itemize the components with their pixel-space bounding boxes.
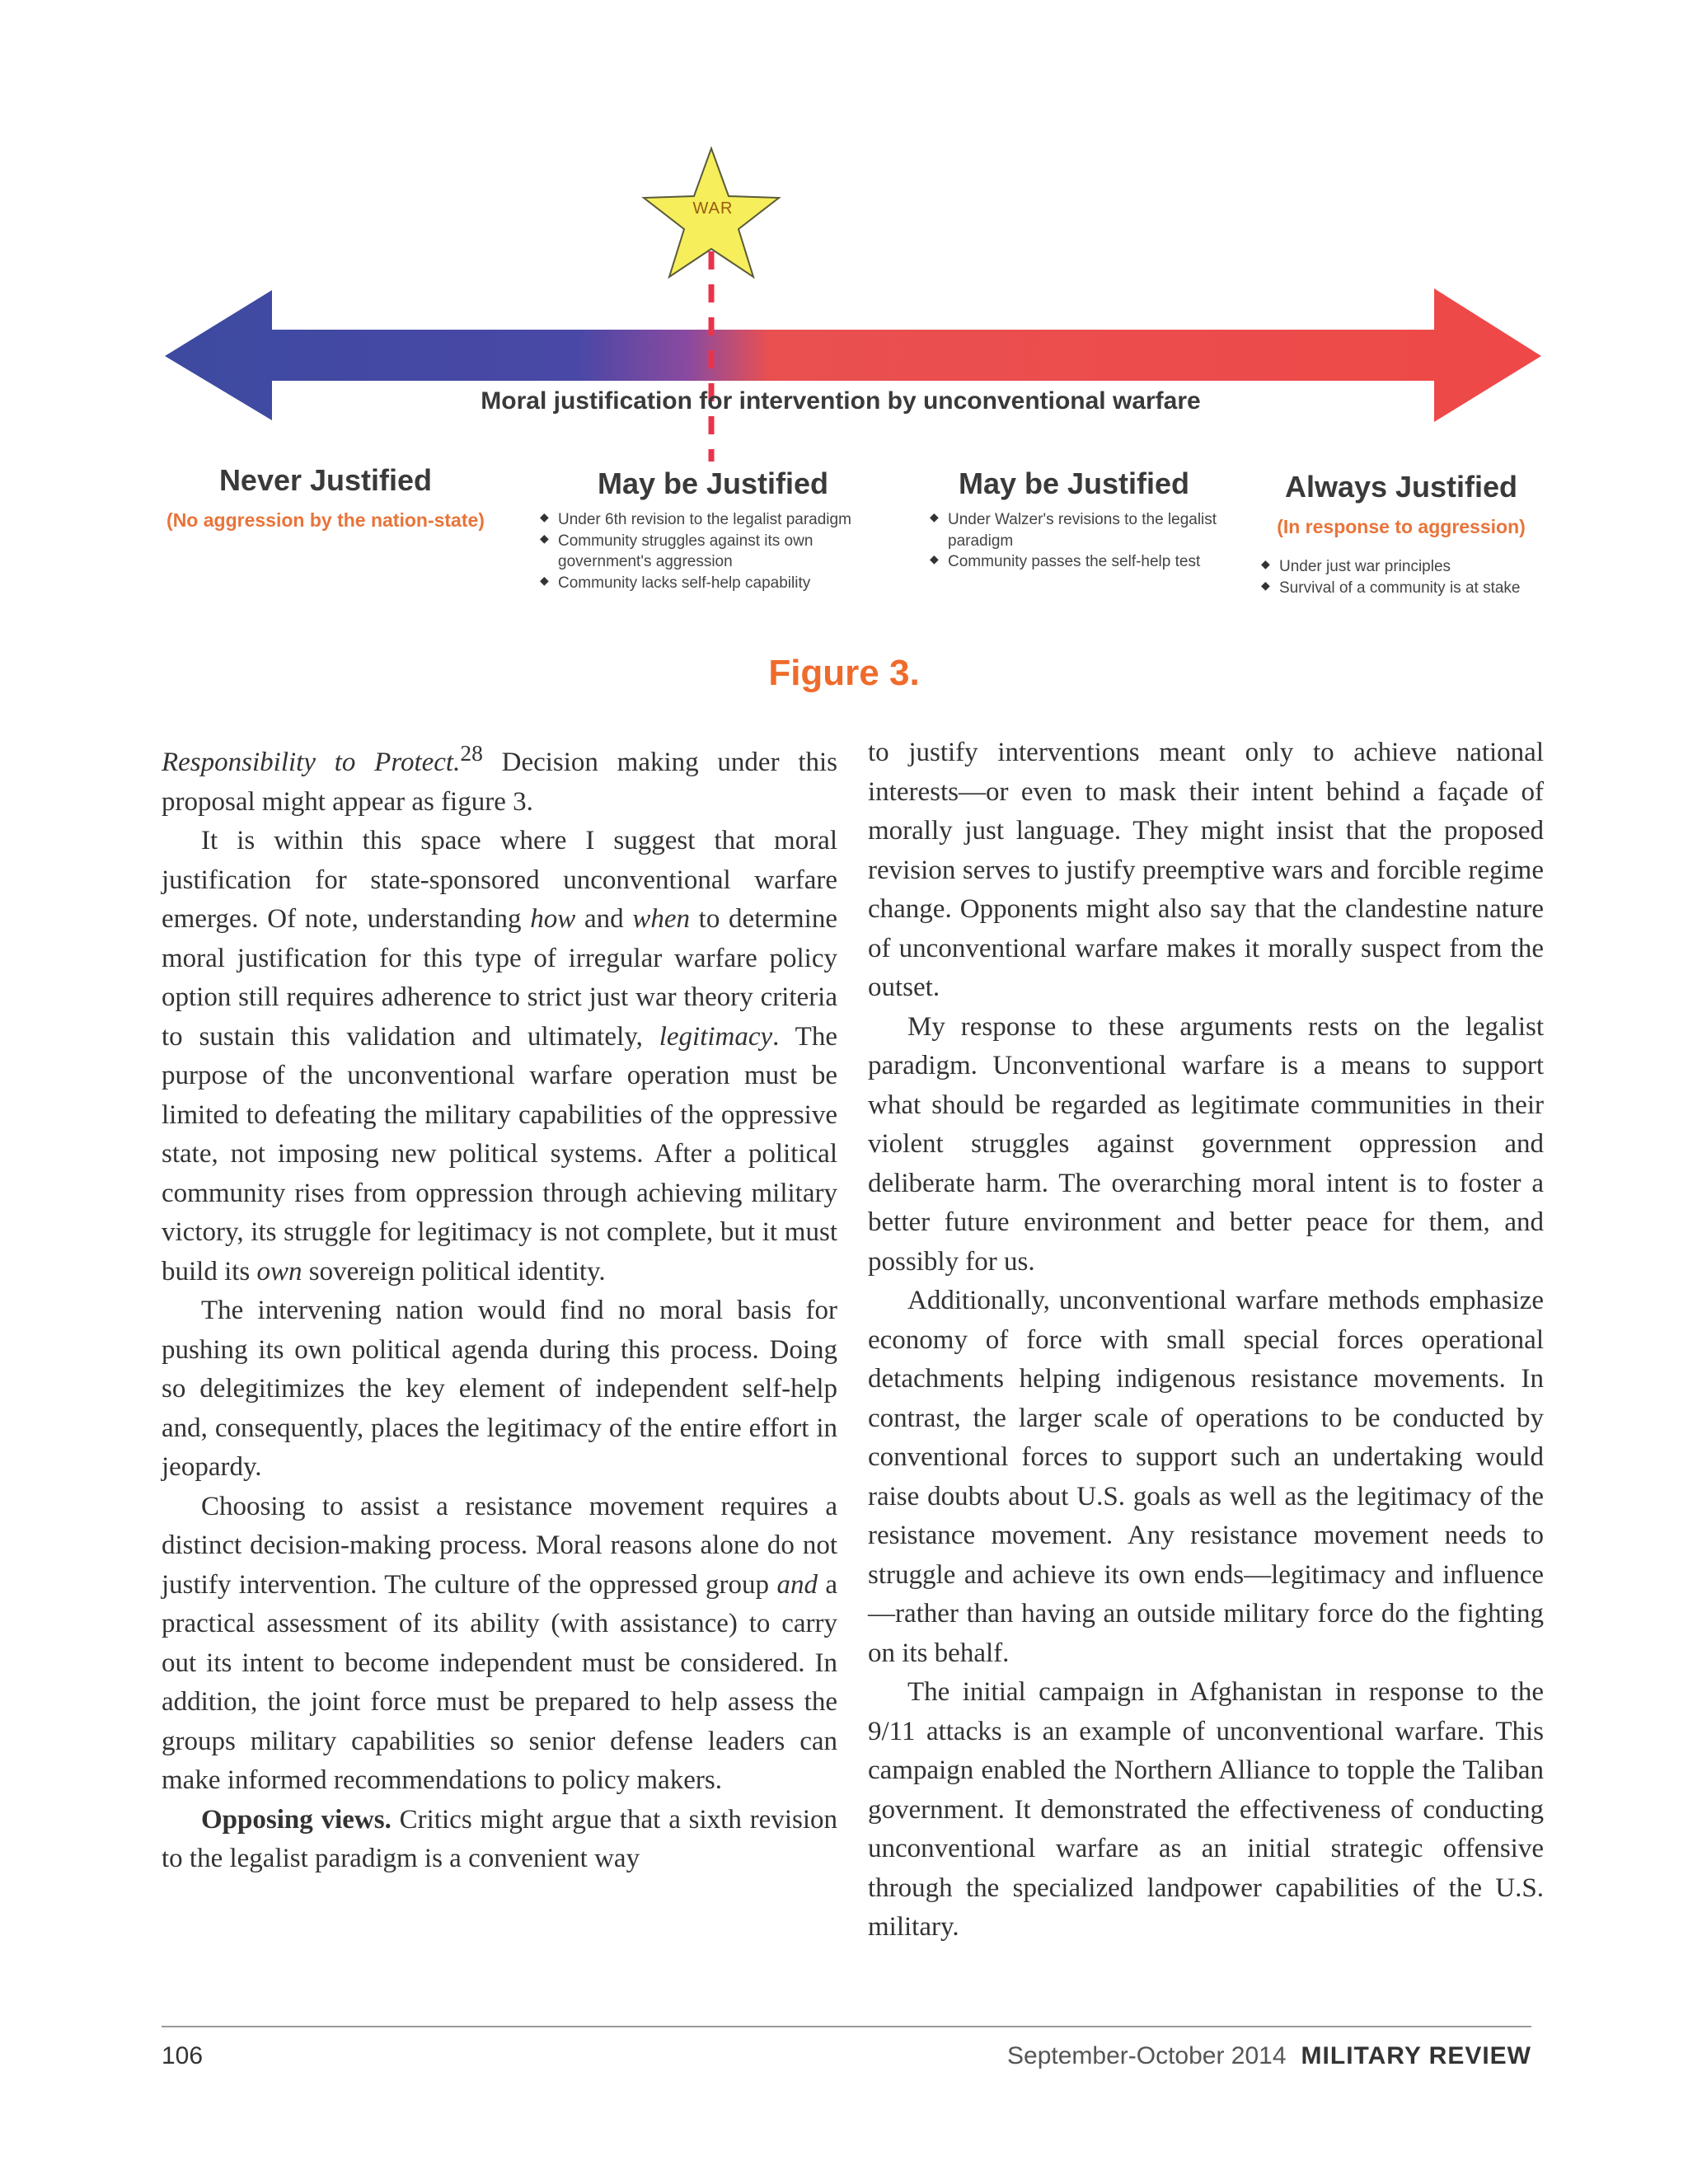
category-may-be-justified-1 <box>540 466 886 594</box>
category-may-be-justified-2 <box>930 466 1218 573</box>
bullet-item: ◆ Community struggles against its own government's aggression <box>540 531 886 573</box>
footer-issue-info <box>1007 2042 1531 2070</box>
footer-rule <box>162 2026 1531 2027</box>
category-title: May be Justified <box>958 466 1190 500</box>
category-never-justified <box>165 463 486 532</box>
issue-date: September-October 2014 <box>1007 2042 1287 2069</box>
article-column-left <box>162 733 837 1879</box>
bullet-item: ◆ Under 6th revision to the legalist paradigm <box>540 509 886 531</box>
paragraph: The intervening nation would find no moral basis for pushing its own political agenda during this process. Doing so delegitimizes the key element of independent self-help and, consequently, places the legitimacy of the entire effort in jeopardy. <box>162 1296 837 1482</box>
paragraph: The initial campaign in Afghanistan in response to the 9/11 attacks is an example of unconventional warfare. This campaign enabled the Northern Alliance to topple the Taliban government. It demonstrated the effectiveness of conducting unconventional warfare as an initial strategic offensive through the specialized landpower capabilities of the U.S. military. <box>868 1677 1544 1942</box>
paragraph: Choosing to assist a resistance movement requires a distinct decision-making process. Moral reasons alone do not justify intervention. The culture of the oppressed group and a practical assessment of its ability (with assistance) to carry out its intent to become independent must be considered. In addition, the joint force must be prepared to help assess the groups military capabilities so senior defense leaders can make informed recommendations to policy makers. <box>162 1491 837 1795</box>
category-subtitle: (In response to aggression) <box>1277 516 1526 537</box>
category-bullets <box>1261 556 1541 598</box>
bullet-item: ◆ Community lacks self-help capability <box>540 573 886 594</box>
category-title: Always Justified <box>1284 470 1518 504</box>
bullet-item: ◆ Under just war principles <box>1261 556 1541 578</box>
axis-label: Moral justification for intervention by unconventional warfare <box>481 387 1201 415</box>
bullet-item: ◆ Under Walzer's revisions to the legalist paradigm <box>930 509 1218 551</box>
paragraph: Additionally, unconventional warfare methods emphasize economy of force with small special forces operational detachments helping indigenous resistance movements. In contrast, the larger scale of operations to be conducted by conventional forces to support such an undertaking would raise doubts about U.S. goals as well as the legitimacy of the resistance movement. Any resistance movement needs to struggle and achieve its own ends—legitimacy and influence—rather than having an outside military force do the fighting on its behalf. <box>868 1286 1544 1668</box>
figure-3 <box>0 0 1688 725</box>
category-always-justified <box>1261 470 1541 598</box>
category-title: May be Justified <box>597 466 829 500</box>
paragraph: Responsibility to Protect.$^{28}$ Decision making under this proposal might appear as figure 3. <box>162 740 837 817</box>
figure-caption: Figure 3. <box>768 653 920 693</box>
bullet-item: ◆ Survival of a community is at stake <box>1261 578 1541 599</box>
paragraph: Opposing views. Critics might argue that a sixth revision to the legalist paradigm is a convenient way <box>162 1804 838 1873</box>
war-label: WAR <box>692 199 734 218</box>
category-subtitle: (No aggression by the nation-state) <box>166 509 485 531</box>
paragraph: My response to these arguments rests on the legalist paradigm. Unconventional warfare is a means to support what should be regarded as legitimate communities in their violent struggles against government oppression and deliberate harm. The overarching moral intent is to foster a better future environment and better peace for them, and possibly for us. <box>868 1011 1544 1277</box>
paragraph: to justify interventions meant only to achieve national interests—or even to mask their intent behind a façade of morally just language. They might insist that the proposed revision serves to justify preemptive wars and forcible regime change. Opponents might also say that the clandestine nature of unconventional warfare makes it morally suspect from the outset. <box>868 738 1544 1002</box>
publication-name: MILITARY REVIEW <box>1301 2042 1531 2069</box>
article-column-right <box>868 733 1544 1947</box>
page-number: 106 <box>162 2042 204 2069</box>
category-bullets <box>540 509 886 594</box>
justification-spectrum-graphic <box>0 0 1688 725</box>
category-bullets <box>930 509 1218 573</box>
category-title: Never Justified <box>218 463 433 497</box>
paragraph: It is within this space where I suggest that moral justification for state-sponsored unconventional warfare emerges. Of note, understanding how and when to determine moral justification for this type of irregular warfare policy option still requires adherence to strict just war theory criteria to sustain this validation and ultimately, legitimacy. The purpose of the unconventional warfare operation must be limited to defeating the military capabilities of the oppressive state, not imposing new political systems. After a political community rises from oppression through achieving military victory, its struggle for legitimacy is not complete, but it must build its own sovereign political identity. <box>162 826 837 1286</box>
bullet-item: ◆ Community passes the self-help test <box>930 551 1218 573</box>
